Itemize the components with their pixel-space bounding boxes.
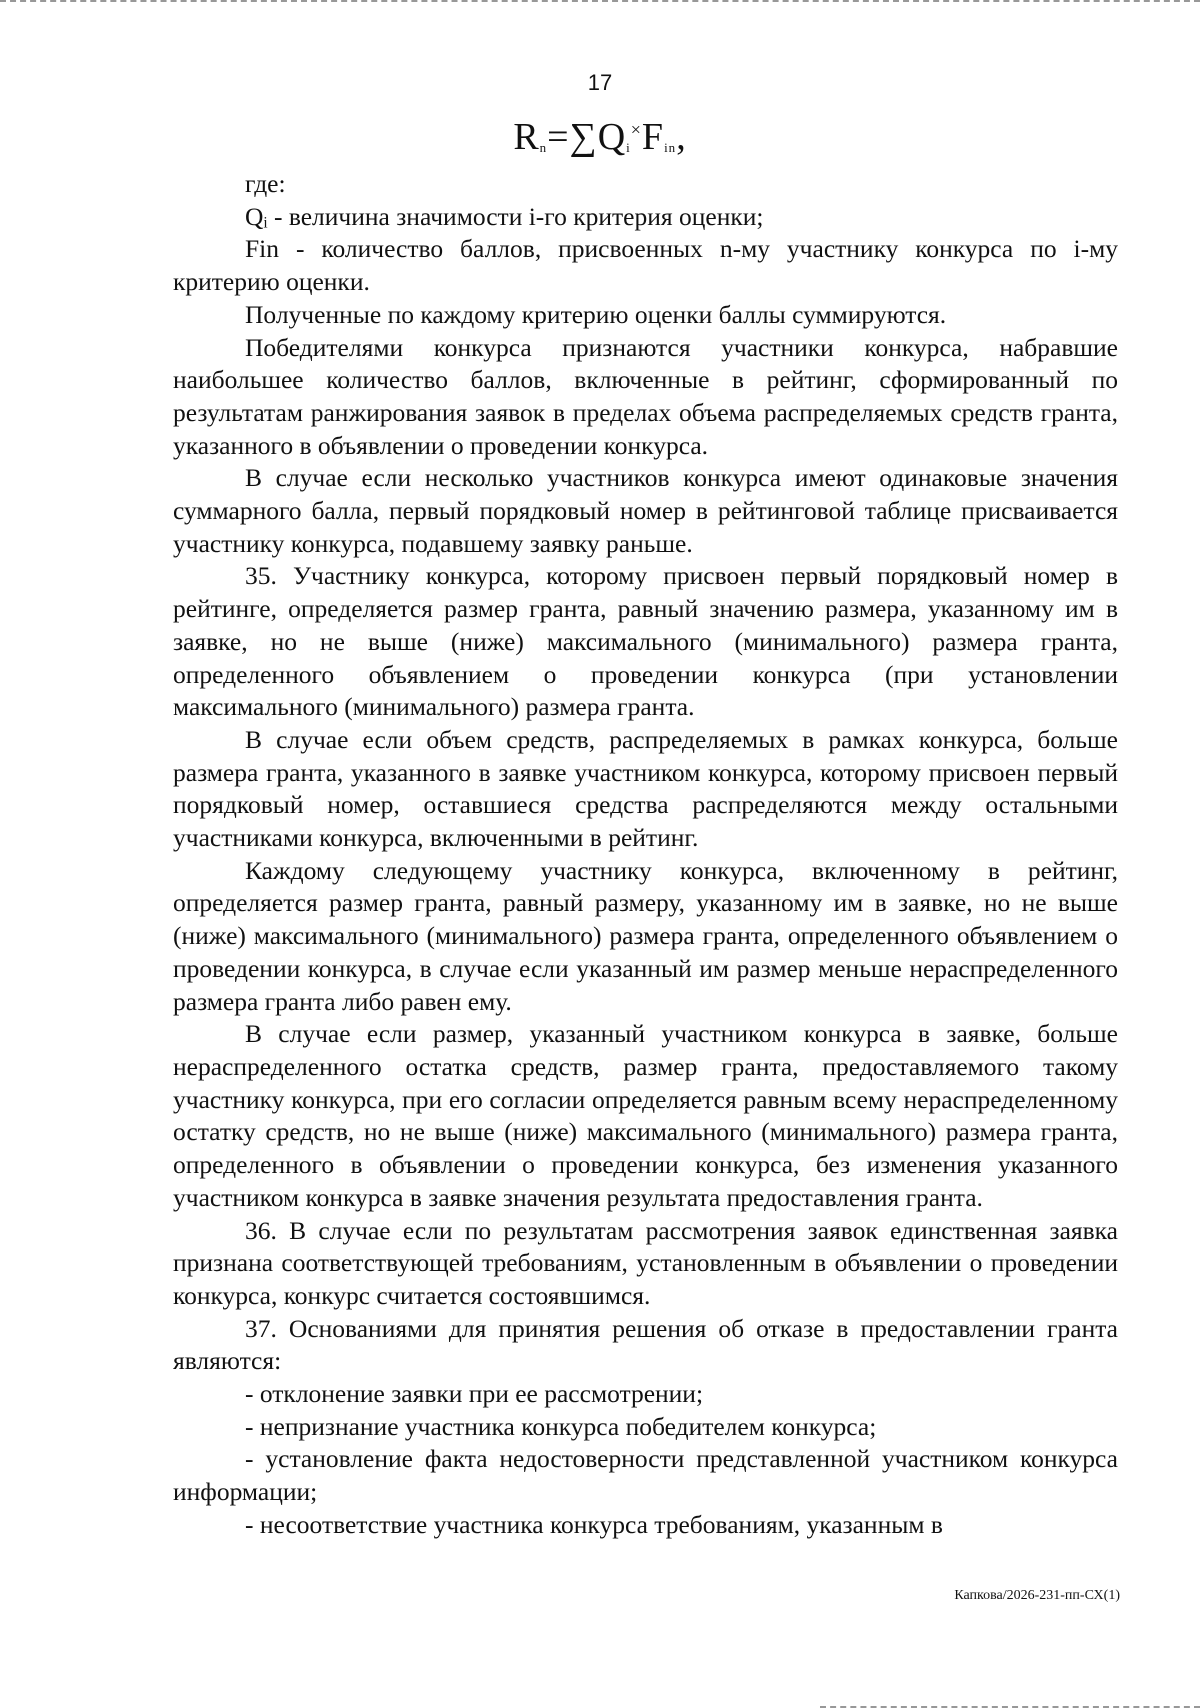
formula-tail: , [676,116,687,158]
list-item: - непризнание участника конкурса победителем конкурса; [245,1411,877,1441]
formula-f: F [641,116,665,158]
paragraph: 35. Участнику конкурса, которому присвоен первый порядковый номер в рейтинге, определяется размер гранта, равный значению размера, указанному им в заявке, но не выше (ниже) максимального (минимального) размера гранта, определенного объявлением о проведении конкурса (при установлении максимального (минимального) размера гранта. [173,561,1118,722]
document-body [173,168,1118,1542]
formula-r-sub: n [539,140,548,155]
paragraph: 37. Основаниями для принятия решения об отказе в предоставлении гранта являются: [173,1313,1118,1376]
paragraph: Полученные по каждому критерию оценки баллы суммируются. [245,299,947,329]
paragraph: Победителями конкурса признаются участники конкурса, набравшие наибольшее количество баллов, включенные в рейтинг, сформированный по результатам ранжирования заявок в пределах объема распределяемых средств гранта, указанного в объявлении о проведении конкурса. [173,332,1118,460]
paragraph: где: [245,169,286,198]
paragraph: В случае если объем средств, распределяемых в рамках конкурса, больше размера гранта, указанного в заявке участником конкурса, которому присвоен первый порядковый номер, оставшиеся средства распределяются между остальными участниками конкурса, включенными в рейтинг. [173,724,1118,853]
formula-times: × [630,119,642,140]
formula-r: R [513,116,540,158]
formula-q-sub: i [626,140,631,155]
scan-edge-top [0,0,1200,6]
page-number: 17 [587,70,613,95]
paragraph: Qᵢ - величина значимости i-го критерия оценки; [245,201,764,231]
paragraph: В случае если размер, указанный участником конкурса в заявке, больше нераспределенного остатка средств, размер гранта, предоставляемого такому участнику конкурса, при его согласии определяется равным всему нераспределенному остатку средств, но не выше (ниже) максимального (минимального) размера гранта, определенного в объявлении о проведении конкурса, без изменения указанного участником конкурса в заявке значения результата предоставления гранта. [173,1019,1118,1212]
scan-edge-bottom [820,1702,1200,1708]
paragraph: Каждому следующему участнику конкурса, включенному в рейтинг, определяется размер гранта, равный размеру, указанному им в заявке, но не выше (ниже) максимального (минимального) размера гранта, определенного объявлением о проведении конкурса, в случае если указанный им размер меньше нераспределенного размера гранта либо равен ему. [173,855,1118,1016]
paragraph: В случае если несколько участников конкурса имеют одинаковые значения суммарного балла, первый порядковый номер в рейтинговой таблице присваивается участнику конкурса, подавшему заявку раньше. [173,463,1118,558]
document-code: Капкова/2026-231-пп-СХ(1) [954,1588,1120,1603]
paragraph: Fin - количество баллов, присвоенных n-му участнику конкурса по i-му критерию оценки. [173,234,1118,297]
formula-f-sub: in [664,140,677,155]
formula-eq-sum-q: =∑Q [547,116,627,158]
rating-formula [0,115,1200,159]
paragraph: 36. В случае если по результатам рассмотрения заявок единственная заявка признана соответствующей требованиям, установленным в объявлении о проведении конкурса, конкурс считается состоявшимся. [173,1215,1118,1310]
list-item: - несоответствие участника конкурса требованиям, указанным в [245,1509,943,1539]
list-item: - отклонение заявки при ее рассмотрении; [245,1379,704,1409]
list-item: - установление факта недостоверности представленной участником конкурса информации; [173,1444,1118,1507]
